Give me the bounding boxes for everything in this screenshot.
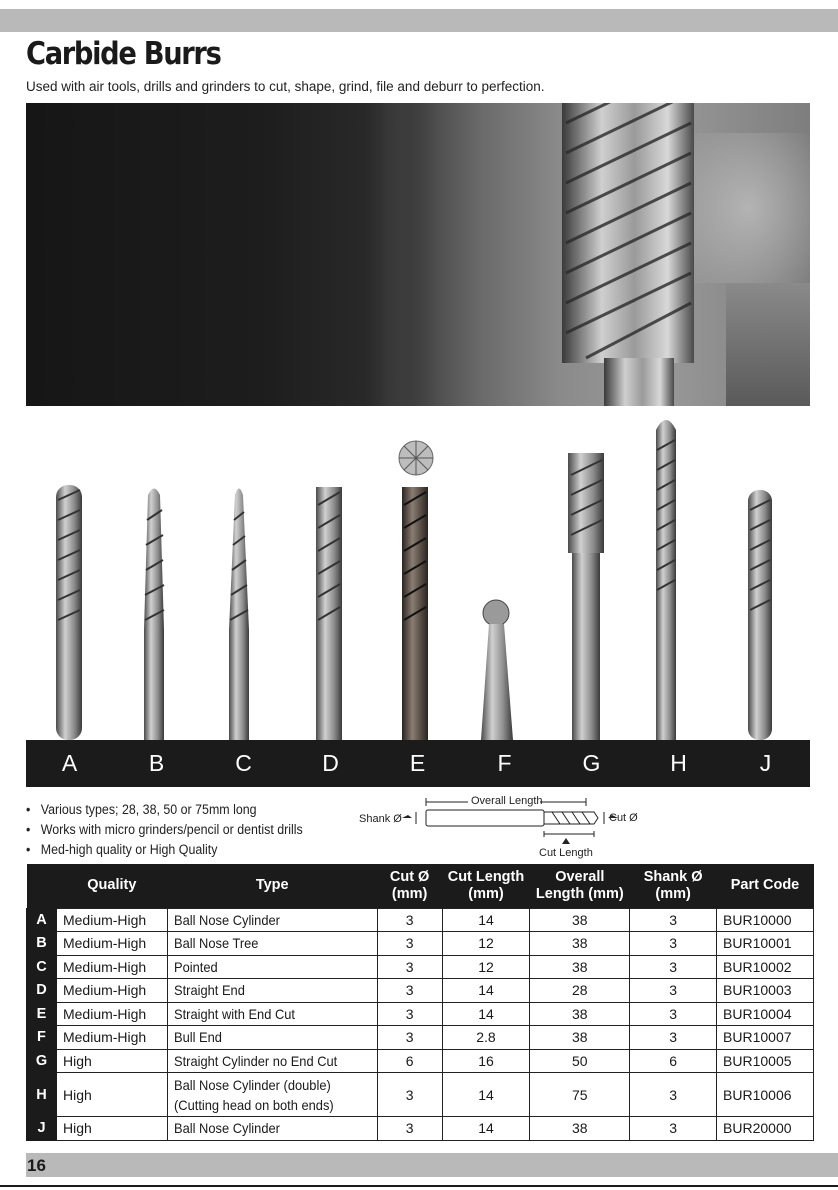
cut-diameter-label: Cut Ø (609, 812, 638, 824)
burr-label: F (497, 750, 512, 776)
dimension-diagram (356, 794, 656, 864)
page-title: Carbide Burrs (26, 36, 221, 72)
burr-closeup-image (26, 103, 810, 406)
table-header-row (27, 864, 814, 908)
feature-item: • Works with micro grinders/pencil or dentist drills (26, 820, 303, 840)
burr-b (144, 489, 164, 741)
header-cut-diameter: Cut Ø (mm) (377, 864, 442, 908)
header-overall-length: Overall Length (mm) (530, 864, 630, 908)
table-row: F Medium-High Bull End 3 2.8 38 3 BUR10007 (27, 1026, 814, 1050)
burr-label: E (409, 750, 426, 776)
table-row: B Medium-High Ball Nose Tree 3 12 38 3 BUR10001 (27, 932, 814, 956)
specification-table (26, 864, 814, 1141)
burr-j (748, 490, 772, 740)
overall-length-label: Overall Length (471, 795, 543, 807)
feature-item: • Med-high quality or High Quality (26, 840, 303, 860)
burr-g (568, 453, 604, 740)
table-row: A Medium-High Ball Nose Cylinder 3 14 38 3 BUR10000 (27, 908, 814, 932)
burr-d (316, 487, 342, 740)
burr-label: B (148, 750, 165, 776)
header-part-code: Part Code (717, 864, 814, 908)
header-shank-diameter: Shank Ø (mm) (630, 864, 717, 908)
footer-band (26, 1153, 838, 1177)
burr-label: G (582, 750, 601, 776)
header-id (27, 864, 57, 908)
page-subtitle: Used with air tools, drills and grinders to cut, shape, grind, file and deburr to perfection. (26, 79, 545, 94)
table-row: C Medium-High Pointed 3 12 38 3 BUR10002 (27, 955, 814, 979)
top-band (0, 9, 838, 32)
burr-letter-bar (26, 740, 810, 787)
burr-label: D (322, 750, 339, 776)
table-row: H High Ball Nose Cylinder (double) (Cutting head on both ends) 3 14 75 3 BUR10006 (27, 1073, 814, 1117)
hero-photo (26, 103, 810, 406)
table-row: J High Ball Nose Cylinder 3 14 38 3 BUR20000 (27, 1117, 814, 1141)
burr-h (656, 420, 676, 740)
feature-item: • Various types; 28, 38, 50 or 75mm long (26, 800, 303, 820)
burr-label: H (670, 750, 687, 776)
feature-list (26, 800, 327, 860)
footer-rule (0, 1185, 838, 1187)
burr-a (56, 485, 82, 740)
burr-label: A (61, 750, 78, 776)
burr-f (481, 600, 513, 740)
header-type: Type (167, 864, 377, 908)
cut-length-label: Cut Length (539, 847, 593, 859)
burr-label: C (235, 750, 252, 776)
shank-diameter-label: Shank Ø (359, 813, 402, 825)
burr-c (229, 489, 249, 741)
table-row: E Medium-High Straight with End Cut 3 14 38 3 BUR10004 (27, 1002, 814, 1026)
burr-label: J (759, 750, 772, 776)
page-number: 16 (27, 1156, 46, 1175)
burr-lineup-image (26, 410, 810, 740)
burr-e (399, 441, 433, 740)
table-row: D Medium-High Straight End 3 14 28 3 BUR10003 (27, 979, 814, 1003)
header-cut-length: Cut Length (mm) (442, 864, 530, 908)
table-row: G High Straight Cylinder no End Cut 6 16 50 6 BUR10005 (27, 1049, 814, 1073)
header-quality: Quality (56, 864, 167, 908)
